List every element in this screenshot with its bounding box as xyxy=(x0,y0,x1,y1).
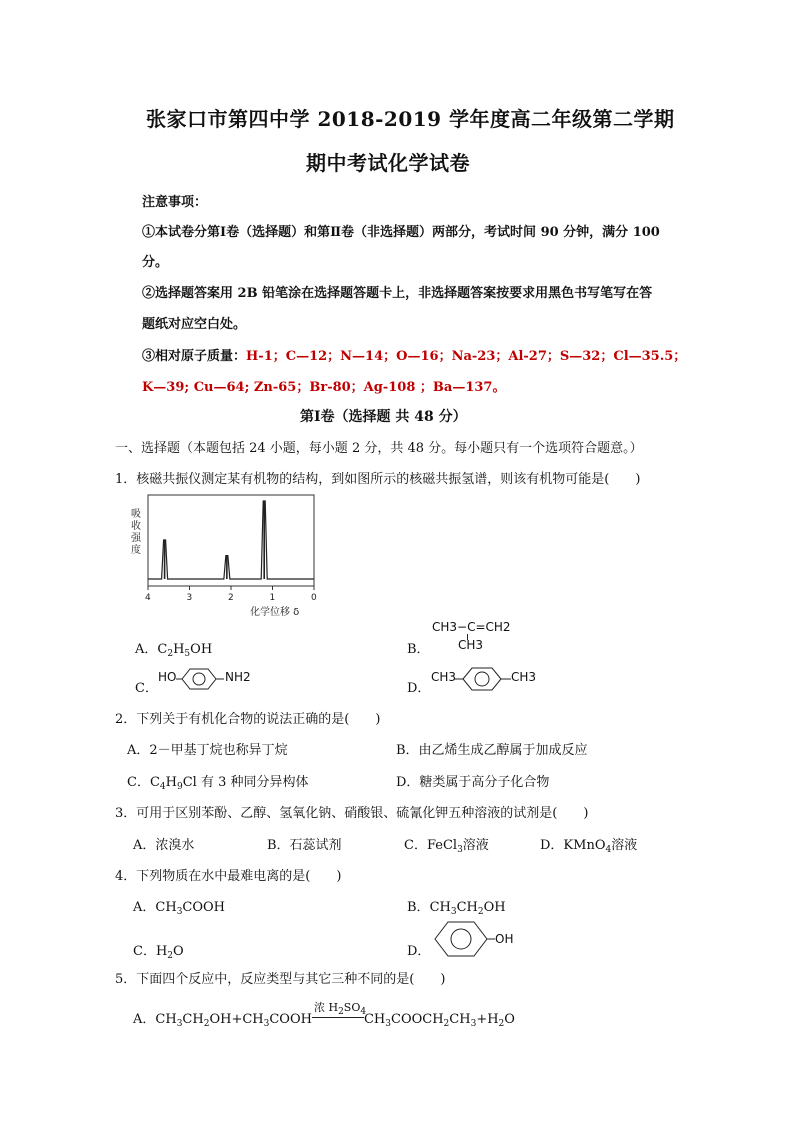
q5-a-part: O xyxy=(504,1012,515,1027)
q3-option-d[interactable] xyxy=(540,834,637,853)
reaction-arrow xyxy=(312,1001,367,1023)
note-2-line1: ②选择题答案用 2B 铅笔涂在选择题答题卡上，非选择题答案按要求用黑色书写笔写在答 xyxy=(142,286,653,301)
chart-ylabel-char: 吸 xyxy=(131,509,141,520)
q4-b-label: B． xyxy=(407,900,430,915)
note-3-label: ③相对原子质量： xyxy=(142,349,247,364)
section1-intro: 一、选择题（本题包括 24 小题，每小题 2 分，共 48 分。每小题只有一个选项符合题意。） xyxy=(115,441,643,456)
reaction-catalyst xyxy=(314,999,366,1015)
x-tick-label: 3 xyxy=(186,593,193,603)
q1-a-formula: $C_2H_5OH$ xyxy=(157,642,213,659)
chart-peaks xyxy=(148,501,314,579)
q1-b-structure-sub: CH3 xyxy=(458,638,484,652)
chart-ylabel-char: 强 xyxy=(131,533,141,544)
catalyst-sub: 4 xyxy=(360,1007,367,1017)
x-tick-label: 0 xyxy=(311,593,317,603)
catalyst-part: SO xyxy=(343,1001,361,1014)
q3-c-sub: 3 xyxy=(457,845,463,855)
q5-a-part: CH xyxy=(182,1012,204,1027)
page-title-line2: 期中考试化学试卷 xyxy=(306,151,470,175)
q1-stem: 1．核磁共振仪测定某有机物的结构，到如图所示的核磁共振氢谱，则该有机物可能是( ) xyxy=(115,472,641,487)
spectrum-line xyxy=(148,501,314,579)
chart-ylabel xyxy=(131,508,142,556)
q1-option-a[interactable] xyxy=(135,638,212,657)
q3-d-sub: 4 xyxy=(605,845,612,855)
q3-c-post: 溶液 xyxy=(462,838,489,853)
benzene-ring-icon xyxy=(455,666,511,692)
x-tick-label: 2 xyxy=(228,593,234,603)
q5-a-sub: 2 xyxy=(203,1019,210,1029)
benzene-ring-icon xyxy=(176,667,224,691)
note-1-line2: 分。 xyxy=(142,255,169,270)
q2-option-d[interactable]: D．糖类属于高分子化合物 xyxy=(396,775,550,790)
note-3-line1 xyxy=(142,345,686,364)
q1-option-c[interactable] xyxy=(135,677,158,696)
q5-a-sub: 2 xyxy=(498,1019,505,1029)
catalyst-part: 浓 H xyxy=(313,1001,339,1014)
q4-stem: 4．下列物质在水中最难电离的是( ) xyxy=(115,869,342,884)
nmr-spectrum-chart xyxy=(128,493,320,621)
phenol-ring-icon xyxy=(433,920,495,958)
q5-a-sub: 3 xyxy=(470,1019,477,1029)
q4-b-part: OH xyxy=(483,900,506,915)
q5-a-part: COOH xyxy=(269,1012,312,1027)
q4-c-label: C． xyxy=(133,944,156,959)
chart-frame xyxy=(148,495,314,586)
chart-ylabel-char: 度 xyxy=(131,545,141,556)
page-title-line1: 张家口市第四中学 2018-2019 学年度高二年级第二学期 xyxy=(146,107,675,131)
q4-option-c[interactable] xyxy=(133,940,184,959)
q2-c-sub1: 4 xyxy=(159,782,166,792)
q5-a-sub: 2 xyxy=(443,1019,450,1029)
q5-a-sub: 3 xyxy=(176,1019,183,1029)
q3-option-c[interactable] xyxy=(404,834,489,853)
q1-d-right-group: CH3 xyxy=(511,670,537,684)
q1-option-d[interactable] xyxy=(407,677,430,696)
q4-c-sub: 2 xyxy=(167,951,174,961)
q5-option-a[interactable] xyxy=(133,1001,515,1029)
q3-option-a[interactable]: A．浓溴水 xyxy=(133,838,195,853)
q4-c-part: O xyxy=(173,944,184,959)
q2-c-post: Cl 有 3 种同分异构体 xyxy=(182,775,309,790)
q5-a-part: COOCH xyxy=(391,1012,444,1027)
q4-b-sub: 2 xyxy=(477,907,484,917)
q3-d-post: 溶液 xyxy=(611,838,638,853)
q1-c-label: C． xyxy=(135,681,158,696)
reaction-arrow-line xyxy=(312,1017,364,1018)
q4-option-a[interactable] xyxy=(133,896,225,915)
q4-b-sub: 3 xyxy=(450,907,457,917)
q3-option-b[interactable]: B．石蕊试剂 xyxy=(267,838,342,853)
note-2-line2: 题纸对应空白处。 xyxy=(142,317,247,332)
q1-c-left-group: HO xyxy=(158,670,177,684)
q5-a-sub: 3 xyxy=(263,1019,270,1029)
chart-x-ticks xyxy=(145,586,317,603)
q4-a-label: A． xyxy=(133,900,156,915)
q1-b-structure-top: CH3−C=CH2 xyxy=(432,620,511,634)
q1-c-right-group: NH2 xyxy=(225,670,251,684)
catalyst-sub: 2 xyxy=(338,1007,344,1017)
q4-a-part: COOH xyxy=(182,900,226,915)
q1-option-b[interactable] xyxy=(407,638,430,657)
note-1-line1: ①本试卷分第Ⅰ卷（选择题）和第Ⅱ卷（非选择题）两部分，考试时间 90 分钟，满分 100 xyxy=(142,225,660,240)
q3-stem: 3．可用于区别苯酚、乙醇、氢氧化钠、硝酸银、硫氰化钾五种溶液的试剂是( ) xyxy=(115,806,589,821)
q4-b-part: CH xyxy=(456,900,478,915)
q4-c-part: H xyxy=(155,944,168,959)
q1-d-left-group: CH3 xyxy=(431,670,457,684)
q5-a-part: CH xyxy=(155,1012,177,1027)
notes-heading: 注意事项： xyxy=(142,195,208,210)
q5-a-sub: 3 xyxy=(385,1019,391,1029)
q4-d-label: D． xyxy=(407,944,431,959)
chart-xlabel: 化学位移 δ xyxy=(250,607,300,618)
section1-title: 第Ⅰ卷（选择题 共 48 分） xyxy=(300,409,467,425)
q3-d-pre: D．KMnO xyxy=(540,838,606,853)
q4-b-part: CH xyxy=(429,900,451,915)
x-tick-label: 4 xyxy=(145,593,151,603)
q1-b-label: B． xyxy=(407,642,430,657)
q2-option-b[interactable]: B．由乙烯生成乙醇属于加成反应 xyxy=(396,743,588,758)
q5-a-part: CH xyxy=(449,1012,471,1027)
atomic-masses-1: H-1；C—12；N—14；O—16；Na-23；Al-27；S—32；Cl—35.5； xyxy=(246,349,687,364)
q5-a-label: A． xyxy=(133,1012,156,1027)
x-tick-label: 1 xyxy=(269,593,276,603)
q5-a-part: +H xyxy=(476,1012,499,1027)
q4-a-sub: 3 xyxy=(176,907,183,917)
q2-option-a[interactable]: A．2－甲基丁烷也称异丁烷 xyxy=(127,743,288,758)
atomic-masses-2: K—39; Cu—64; Zn-65；Br-80；Ag-108 ；Ba—137。 xyxy=(142,380,506,395)
q2-c-sub2: 9 xyxy=(176,782,183,792)
q4-d-oh: OH xyxy=(495,932,514,946)
q5-a-part: CH xyxy=(363,1012,386,1027)
q4-a-part: CH xyxy=(155,900,177,915)
q1-d-label: D． xyxy=(407,681,431,696)
q2-c-pre: C．C xyxy=(127,775,160,790)
q3-c-pre: C．FeCl xyxy=(404,838,458,853)
q1-a-label: A． xyxy=(135,642,158,657)
q4-option-b[interactable] xyxy=(407,896,506,915)
q2-option-c[interactable] xyxy=(127,771,309,790)
q2-c-mid: H xyxy=(165,775,177,790)
q5-a-part: OH+CH xyxy=(209,1012,264,1027)
q5-stem: 5．下面四个反应中，反应类型与其它三种不同的是( ) xyxy=(115,972,446,987)
q2-stem: 2．下列关于有机化合物的说法正确的是( ) xyxy=(115,712,381,727)
chart-ylabel-char: 收 xyxy=(131,521,141,532)
q4-option-d[interactable] xyxy=(407,940,430,959)
